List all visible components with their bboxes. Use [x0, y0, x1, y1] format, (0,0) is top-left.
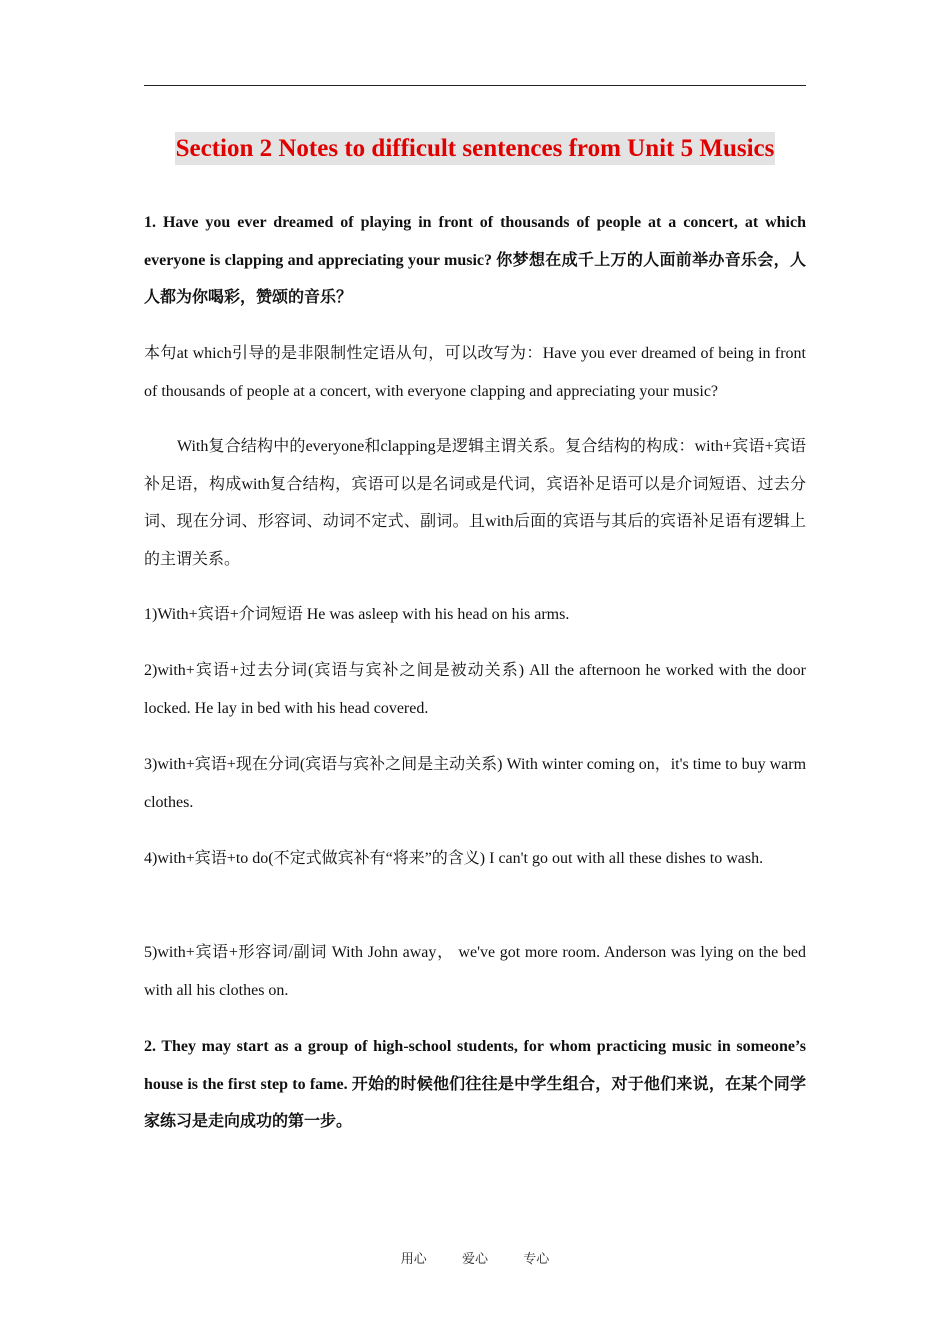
sentence-2: 2. They may start as a group of high-school students, for whom practicing music in someone’s house is the first step to fame. 开始的时候他们往往是中学生组合，对于他们来说，在某个同学家练习是走向成功的第一步。 [144, 1038, 806, 1130]
with-usage-1: 1)With+宾语+介词短语 He was asleep with his head on his arms. [144, 606, 570, 623]
page-footer [0, 1248, 950, 1267]
note-1-with-structure: With复合结构中的everyone和clapping是逻辑主谓关系。复合结构的构成：with+宾语+宾语补足语，构成with复合结构，宾语可以是名词或是代词，宾语补足语可以是介词短语、过去分词、现在分词、形容词、动词不定式、副词。且with后面的宾语与其后的宾语补足语有逻辑上的主谓关系。 [144, 438, 806, 568]
footer-word-3: 专心 [523, 1251, 550, 1266]
with-usage-5: 5)with+宾语+形容词/副词 With John away， we've got more room. Anderson was lying on the bed with all his clothes on. [144, 944, 806, 999]
footer-word-2: 爱心 [461, 1251, 488, 1266]
sentence-1: 1. Have you ever dreamed of playing in front of thousands of people at a concert, at which everyone is clapping and appreciating your music? 你梦想在成千上万的人面前举办音乐会，人人都为你喝彩，赞颂的音乐？ [144, 214, 806, 306]
with-usage-2: 2)with+宾语+过去分词(宾语与宾补之间是被动关系) All the afternoon he worked with the door locked. He lay in bed with his head covered. [144, 662, 806, 717]
note-1-explanation: 本句at which引导的是非限制性定语从句，可以改写为：Have you ever dreamed of being in front of thousands of people at a concert, with everyone clapping and appreciating your music? [144, 345, 806, 400]
title-container [0, 132, 950, 165]
with-usage-4: 4)with+宾语+to do(不定式做宾补有“将来”的含义) I can't go out with all these dishes to wash. [144, 850, 764, 867]
with-usage-3: 3)with+宾语+现在分词(宾语与宾补之间是主动关系) With winter coming on，it's time to buy warm clothes. [144, 756, 807, 811]
footer-word-1: 用心 [400, 1251, 427, 1266]
section-title: Section 2 Notes to difficult sentences from Unit 5 Musics [175, 132, 776, 165]
header-rule [144, 85, 806, 86]
